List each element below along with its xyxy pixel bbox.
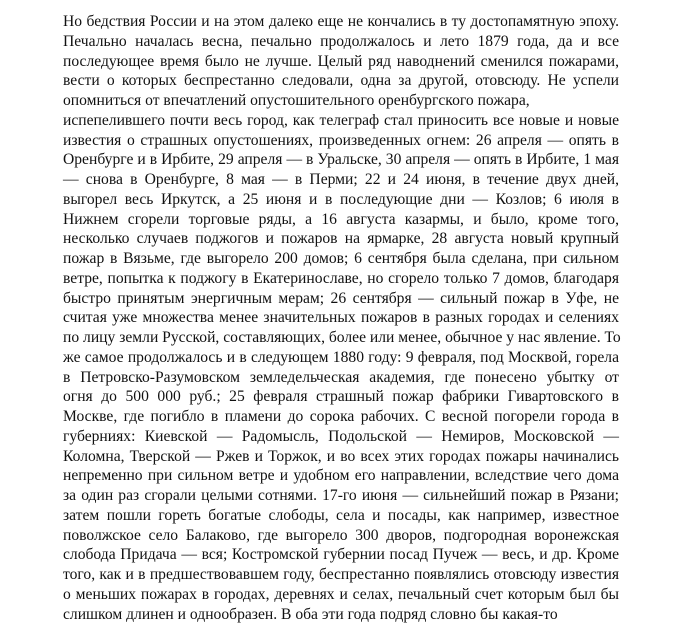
text-line: испепелившего почти весь город, как телеграф стал приносить все новые и новые: [63, 111, 619, 131]
text-line: по лицу земли Русской, составляющих, более или менее, обычное у нас явление. То: [63, 328, 619, 348]
text-line: губерниях: Киевской — Радомысль, Подольской — Немиров, Московской —: [63, 427, 619, 447]
text-line: Москве, где погибло в пламени до сорока рабочих. С весной погорели города в: [63, 407, 619, 427]
text-line: Коломна, Тверской — Ржев и Торжок, и во всех этих городах пожары начинались: [63, 447, 619, 467]
text-line: последующее время было не лучше. Целый ряд наводнений сменился пожарами,: [63, 52, 619, 72]
text-line: в Петровско-Разумовском земледельческая академия, где понесено убытку от: [63, 368, 619, 388]
text-line: о меньших пожарах в городах, деревнях и селах, печальный счет которым был бы: [63, 585, 619, 605]
text-line: пожар в Вязьме, где выгорело 200 домов; 6 сентября была сделана, при сильном: [63, 249, 619, 269]
text-line: того, как и в предшествовавшем году, беспрестанно появлялись отовсюду известия: [63, 565, 619, 585]
text-line: Но бедствия России и на этом далеко еще не кончались в ту достопамятную эпоху.: [63, 12, 619, 32]
text-line: ветре, попытка к поджогу в Екатеринославе, но сгорело только 7 домов, благодаря: [63, 269, 619, 289]
text-line: считая уже множества менее значительных пожаров в разных городах и селениях: [63, 308, 619, 328]
text-line: быстро принятым энергичным мерам; 26 сентября — сильный пожар в Уфе, не: [63, 289, 619, 309]
text-line: выгорел весь Иркутск, а 25 июня и в последующие дни — Козлов; 6 июля в: [63, 190, 619, 210]
text-line: известия о страшных опустошениях, произведенных огнем: 26 апреля — опять в: [63, 131, 619, 151]
text-line: Оренбурге и в Ирбите, 29 апреля — в Уральске, 30 апреля — опять в Ирбите, 1 мая: [63, 150, 619, 170]
text-line: же самое продолжалось и в следующем 1880 году: 9 февраля, под Москвой, горела: [63, 348, 619, 368]
text-line: непременно при сильном ветре и удобном его направлении, вследствие чего дома: [63, 466, 619, 486]
text-line: Печально началась весна, печально продолжалось и лето 1879 года, да и все: [63, 32, 619, 52]
text-line: Нижнем сгорели торговые ряды, а 16 августа казармы, и было, кроме того,: [63, 210, 619, 230]
text-line: опомниться от впечатлений опустошительного оренбургского пожара,: [63, 91, 619, 111]
text-line: несколько случаев поджогов и пожаров на ярмарке, 28 августа новый крупный: [63, 229, 619, 249]
text-line: — снова в Оренбурге, 8 мая — в Перми; 22 и 24 июня, в течение двух дней,: [63, 170, 619, 190]
text-line: за один раз сгорали целыми сотнями. 17-го июня — сильнейший пожар в Рязани;: [63, 486, 619, 506]
text-line: слобода Придача — вся; Костромской губернии посад Пучеж — весь, и др. Кроме: [63, 545, 619, 565]
text-line: вести о которых беспрестанно следовали, одна за другой, отовсюду. Не успели: [63, 71, 619, 91]
text-line: огня до 500 000 руб.; 25 февраля страшный пожар фабрики Гивартовского в: [63, 387, 619, 407]
text-line: слишком длинен и однообразен. В оба эти года подряд словно бы какая-то: [63, 605, 619, 624]
text-line: затем пошли гореть богатые слободы, села и посады, как например, известное: [63, 506, 619, 526]
document-body: [63, 12, 685, 624]
text-line: поволжское село Балаково, где выгорело 300 дворов, подгородная воронежская: [63, 526, 619, 546]
